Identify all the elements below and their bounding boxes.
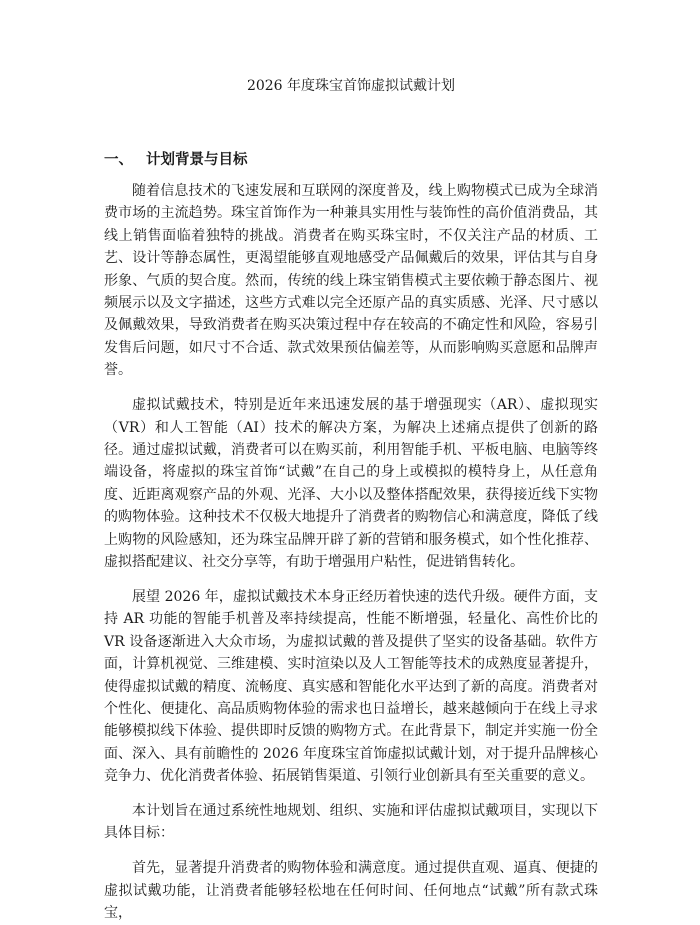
paragraph-goals-intro: 本计划旨在通过系统性地规划、组织、实施和评估虚拟试戴项目，实现以下具体目标： [104, 803, 598, 842]
paragraph-virtual-tryon: 虚拟试戴技术，特别是近年来迅速发展的基于增强现实（AR）、虚拟现实（VR）和人工智能（AI）技术的解决方案，为解决上述痛点提供了创新的路径。通过虚拟试戴，消费者可以在购买前，利用智能手机、平板电脑、电脑等终端设备，将虚拟的珠宝首饰“试戴”在自己的身上或模拟的模特身上，从任意角度、近距离观察产品的外观、光泽、大小以及整体搭配效果，获得接近线下实物的购物体验。这种技术不仅极大地提升了消费者的购物信心和满意度，降低了线上购物的风险感知，还为珠宝品牌开辟了新的营销和服务模式，如个性化推荐、虚拟搭配建议、社交分享等，有助于增强用户粘性，促进销售转化。 [104, 397, 598, 570]
paragraph-goal-first: 首先，显著提升消费者的购物体验和满意度。通过提供直观、逼真、便捷的虚拟试戴功能，让消费者能够轻松地在任何时间、任何地点“试戴”所有款式珠宝， [104, 860, 598, 922]
paragraph-background: 随着信息技术的飞速发展和互联网的深度普及，线上购物模式已成为全球消费市场的主流趋势。珠宝首饰作为一种兼具实用性与装饰性的高价值消费品，其线上销售面临着独特的挑战。消费者在购买珠宝时，不仅关注产品的材质、工艺、设计等静态属性，更渴望能够直观地感受产品佩戴后的效果，评估其与自身形象、气质的契合度。然而，传统的线上珠宝销售模式主要依赖于静态图片、视频展示以及文字描述，这些方式难以完全还原产品的真实质感、光泽、尺寸感以及佩戴效果，导致消费者在购买决策过程中存在较高的不确定性和风险，容易引发售后问题，如尺寸不合适、款式效果预估偏差等，从而影响购买意愿和品牌声誉。 [104, 183, 598, 379]
section-heading-text: 计划背景与目标 [146, 152, 248, 168]
document-title: 2026 年度珠宝首饰虚拟试戴计划 [246, 78, 456, 94]
section-heading [104, 150, 598, 170]
section-number: 一、 [104, 152, 133, 168]
paragraph-outlook-2026: 展望 2026 年，虚拟试戴技术本身正经历着快速的迭代升级。硬件方面，支持 AR 功能的智能手机普及率持续提高，性能不断增强，轻量化、高性价比的 VR 设备逐渐进入大众市场，为虚拟试戴的普及提供了坚实的设备基础。软件方面，计算机视觉、三维建模、实时渲染以及人工智能等技术的成熟度显著提升，使得虚拟试戴的精度、流畅度、真实感和智能化水平达到了新的高度。消费者对个性化、便捷化、高品质购物体验的需求也日益增长，越来越倾向于在线上寻求能够模拟线下体验、提供即时反馈的购物方式。在此背景下，制定并实施一份全面、深入、具有前瞻性的 2026 年度珠宝首饰虚拟试戴计划，对于提升品牌核心竞争力、优化消费者体验、拓展销售渠道、引领行业创新具有至关重要的意义。 [104, 588, 598, 785]
